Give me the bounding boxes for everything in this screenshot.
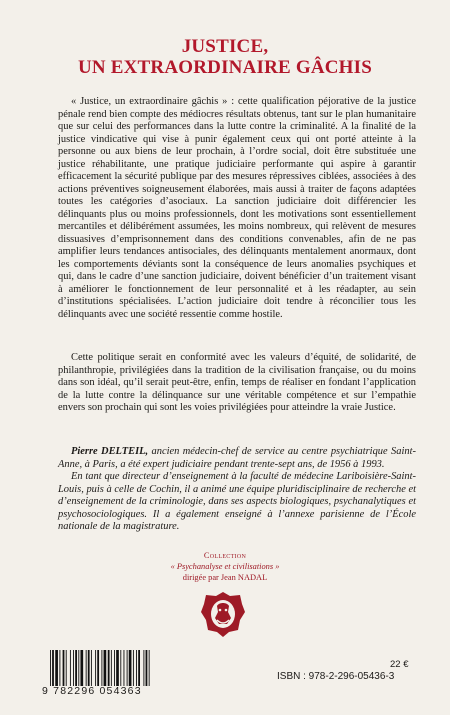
barcode-icon [48,650,188,686]
isbn: ISBN : 978-2-296-05436-3 [277,671,395,682]
bio-intro-paragraph [58,446,416,471]
author-name: Pierre DELTEIL, [71,446,149,457]
barcode-number: 9 782296 054363 [42,685,142,697]
author-biography [58,446,416,534]
book-title-line-2: UN EXTRAORDINAIRE GÂCHIS [77,57,373,78]
bio-intro-text: ancien médecin-chef de service au centre psychiatrique Saint-Anne, à Paris, a été expert judiciaire pendant trente-sept ans, de 1956 à 1993. [58,446,416,470]
synopsis-paragraph-1 [58,96,416,321]
bio-detail-text: En tant que directeur d’enseignement à la faculté de médecine Lariboisière-Saint-Louis, puis à celle de Cochin, il a animé une équipe pluridisciplinaire de recherche et d’enseignement de la criminologie, dans ses aspects biologiques, psychanalytiques et psychosociologiques. Il a également enseigné à l’annexe parisienne de l’École nationale de la magistrature. [58,471,416,532]
collection-name: « Psychanalyse et civilisations » [170,562,280,571]
synopsis-text: « Justice, un extraordinaire gâchis » : cette qualification péjorative de la justice pénale rend bien compte des médiocres résultats obtenus, tant sur le plan humanitaire que sur celui des performances dans la lutte contre la criminalité. A la finalité de la justice vindicative qui vise à punir également ceux qui ont porté atteinte à la personne ou aux biens de leur prochain, à l’ordre social, doit être substituée une justice réhabilitante, une pratique judiciaire performante qui aspire à garantir efficacement la sécurité publique par des mesures répressives ciblées, associées à des actions préventives soigneusement élaborées, mais aussi à traiter de façons adaptées toutes les catégories d’asociaux. La sanction judiciaire doit différencier les délinquants plus ou moins professionnels, dont les motivations sont essentiellement mercantiles et délibérément assumées, les moins nombreux, qui relèvent de mesures dissuasives d’emprisonnement dans des conditions convenables, afin de ne pas amplifier leurs tendances antisociales, des délinquants mentalement anormaux, dont les comportements déviants sont la conséquence de leurs anomalies psychiques et qui, dans le cadre d’une sanction judiciaire, doivent bénéficier d’un traitement visant à améliorer le fonctionnement de leur personnalité et à les réadapter, au sein d’institutions spécialisées. L’action judiciaire doit tendre à réconcilier tous les délinquants avec une société ressentie comme hostile. [58,96,416,320]
book-title-line-1: JUSTICE, [181,36,269,57]
synopsis-text: Cette politique serait en conformité avec les valeurs d’équité, de solidarité, de philanthropie, privilégiées dans la tradition de la civilisation française, ou du moins dans son idéal, qu’il serait peut-être, enfin, temps de réaliser en fondant l’application de la lutte contre la délinquance sur une véritable compétence et sur l’empathie envers son prochain qui sont les voies privilégiées pour atteindre la vraie Justice. [58,352,416,413]
price: 22 € [390,659,409,670]
collection-label: Collection [203,551,247,560]
synopsis-paragraph-2 [58,352,416,415]
collection-director: dirigée par Jean NADAL [182,573,268,582]
publisher-seal-icon [200,590,246,638]
